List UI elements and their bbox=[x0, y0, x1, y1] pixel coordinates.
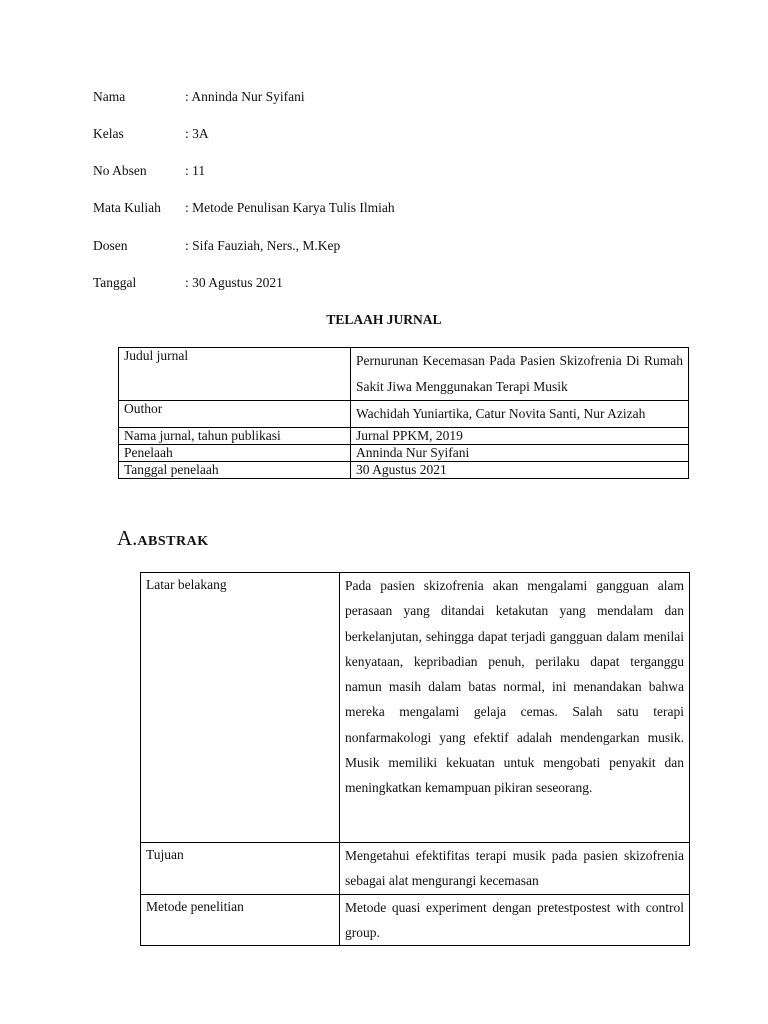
table-row bbox=[119, 462, 689, 479]
table-cell-label: Outhor bbox=[119, 401, 351, 428]
info-label: No Absen bbox=[93, 163, 147, 178]
info-label: Mata Kuliah bbox=[93, 200, 161, 215]
table-cell-value: Pada pasien skizofrenia akan mengalami gangguan alam perasaan yang ditandai ketakutan yang mendalam dan berkelanjutan, sehingga dapat terjadi gangguan dalam menilai kenyataan, kepribadian penuh, perilaku dapat terganggu namun masih dalam batas normal, ini menandakan bahwa mereka mengalami gelaja cemas. Salah satu terapi nonfarmakologi yang efektif adalah mendengarkan musik. Musik memiliki kekuatan untuk mengobati penyakit dan meningkatkan kemampuan pikiran seseorang. bbox=[340, 573, 690, 843]
info-value: : Anninda Nur Syifani bbox=[185, 89, 305, 104]
table-cell-value: Jurnal PPKM, 2019 bbox=[351, 428, 689, 445]
info-label: Tanggal bbox=[93, 275, 137, 290]
table-cell-value: Wachidah Yuniartika, Catur Novita Santi, Nur Azizah bbox=[351, 401, 689, 428]
table-row bbox=[119, 445, 689, 462]
table-cell-value: 30 Agustus 2021 bbox=[351, 462, 689, 479]
table-row bbox=[141, 843, 690, 895]
abstract-table bbox=[140, 572, 690, 946]
info-label: Nama bbox=[93, 89, 126, 104]
info-label: Kelas bbox=[93, 126, 124, 141]
table-cell-value: Mengetahui efektifitas terapi musik pada pasien skizofrenia sebagai alat mengurangi kecemasan bbox=[340, 843, 690, 895]
table-row bbox=[119, 401, 689, 428]
info-label: Dosen bbox=[93, 238, 128, 253]
table-cell-value: Pernurunan Kecemasan Pada Pasien Skizofrenia Di Rumah Sakit Jiwa Menggunakan Terapi Musik bbox=[351, 348, 689, 401]
info-value: : 3A bbox=[185, 126, 209, 141]
section-name: ABSTRAK bbox=[137, 534, 209, 549]
table-cell-label: Metode penelitian bbox=[141, 894, 340, 946]
table-cell-label: Penelaah bbox=[119, 445, 351, 462]
table-cell-value: Anninda Nur Syifani bbox=[351, 445, 689, 462]
info-value: : Sifa Fauziah, Ners., M.Kep bbox=[185, 238, 341, 253]
info-value: : 30 Agustus 2021 bbox=[185, 275, 283, 290]
document-title: TELAAH JURNAL bbox=[326, 312, 442, 327]
table-cell-label: Nama jurnal, tahun publikasi bbox=[119, 428, 351, 445]
journal-meta-table bbox=[118, 347, 689, 479]
section-heading bbox=[117, 526, 209, 554]
table-cell-label: Judul jurnal bbox=[119, 348, 351, 401]
table-row bbox=[141, 894, 690, 946]
table-row bbox=[119, 348, 689, 401]
table-row bbox=[141, 573, 690, 843]
table-row bbox=[119, 428, 689, 445]
info-value: : 11 bbox=[185, 163, 206, 178]
section-letter: A. bbox=[117, 526, 138, 550]
info-value: : Metode Penulisan Karya Tulis Ilmiah bbox=[185, 200, 395, 215]
table-cell-label: Tujuan bbox=[141, 843, 340, 895]
table-cell-label: Latar belakang bbox=[141, 573, 340, 843]
table-cell-label: Tanggal penelaah bbox=[119, 462, 351, 479]
table-cell-value: Metode quasi experiment dengan pretestpostest with control group. bbox=[340, 894, 690, 946]
